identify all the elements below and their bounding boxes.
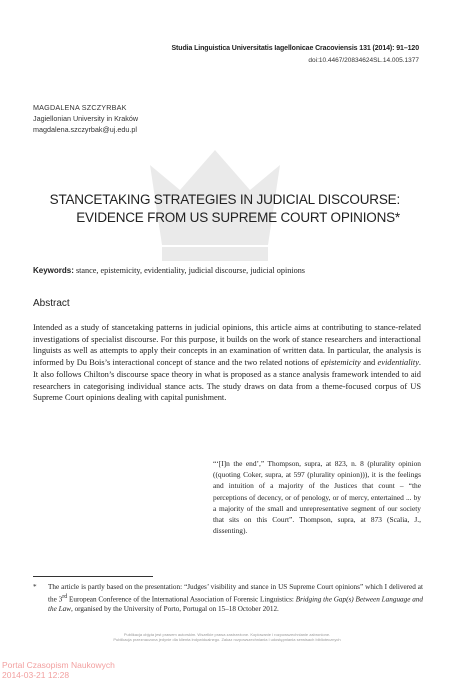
author-name: MAGDALENA SZCZYRBAK: [33, 103, 127, 112]
doi: doi:10.4467/20834624SL.14.005.1377: [308, 57, 419, 64]
footnote-text-2: European Conference of the International Association of Forensic Linguistics:: [67, 594, 296, 603]
article-title-line-1: STANCETAKING STRATEGIES IN JUDICIAL DISCOURSE:: [49, 192, 400, 207]
abstract-text-1: Intended as a study of stancetaking patterns in judicial opinions, this article aims at contributing to stance-related investigations of specialist discourse. For this purpose, it builds on the work of stance researchers and interactional linguists as well as attempts to apply their concepts in an examination of written data. In particular, the analysis is informed by Du Bois’s interactional concept of stance and the two related notions of: [33, 323, 421, 368]
copyright-note-line-2: Publikacja przeznaczona jedynie dla klienta indywidualnego. Zakaz rozpowszechniania i udostępniania serwisach bibliotecznych: [113, 637, 341, 642]
author-email[interactable]: magdalena.szczyrbak@uj.edu.pl: [33, 125, 137, 134]
abstract-body: [33, 322, 421, 404]
footnote-divider: [33, 576, 153, 577]
abstract-term-evidentiality: evidentiality: [377, 358, 419, 368]
author-affiliation: Jagiellonian University in Kraków: [33, 114, 139, 123]
author-block: [33, 102, 138, 135]
abstract-heading: Abstract: [33, 298, 70, 309]
copyright-note-line-1: Publikacja objęta jest prawem autorskim. Wszelkie prawa zastrzeżone. Kopiowanie i rozpowszechnianie zabronione.: [123, 632, 331, 637]
portal-stamp-timestamp: 2014-03-21 12:28: [2, 670, 70, 680]
article-title-line-2: EVIDENCE FROM US SUPREME COURT OPINIONS*: [76, 210, 400, 225]
portal-stamp-line-1: Portal Czasopism Naukowych: [2, 660, 115, 670]
keywords: [33, 266, 423, 275]
footnote-text-1: The article is partly based on the presentation: “Judges’ visibility and stance in US Supreme Court opinions” which I delivered at the 3: [48, 583, 423, 603]
footnote-text: [48, 583, 423, 614]
footnote-superscript: rd: [62, 593, 68, 600]
footnote: [33, 583, 423, 614]
abstract-term-epistemicity: epistemicity: [320, 358, 361, 368]
abstract-conjunction: and: [360, 358, 378, 368]
journal-citation: Studia Linguistica Universitatis Iagellonicae Cracoviensis 131 (2014): 91–120: [171, 45, 419, 52]
keywords-label: Keywords:: [33, 266, 74, 275]
keywords-text: stance, epistemicity, evidentiality, judicial discourse, judicial opinions: [75, 266, 305, 275]
epigraph-quote: “‘[I]n the end’,” Thompson, supra, at 823, n. 8 (plurality opinion ((quoting Coker, supra, at 597 (plurality opinion))), it is the feelings and intuition of a majority of the Justices that count – “the perceptions of decency, or of penology, or of mercy, entertained ... by a majority of the small and unrepresentative segment of our society that sits on this Court”. Thompson, supra, at 873 (Scalia, J., dissenting).: [213, 459, 421, 536]
footnote-conference-title: Bridging the Gap(s) Between Language and the Law: [48, 594, 424, 613]
footnote-text-3: , organised by the University of Porto, Portugal on 15–18 October 2012.: [70, 604, 279, 613]
footnote-mark: *: [33, 583, 37, 591]
abstract-text-2: . It also follows Chilton’s discourse space theory in what is proposed as a stance analysis framework intended to aid researchers in categorising individual stance acts. The study draws on data from a theme-focused corpus of US Supreme Court opinions dealing with capital punishment.: [33, 358, 422, 403]
